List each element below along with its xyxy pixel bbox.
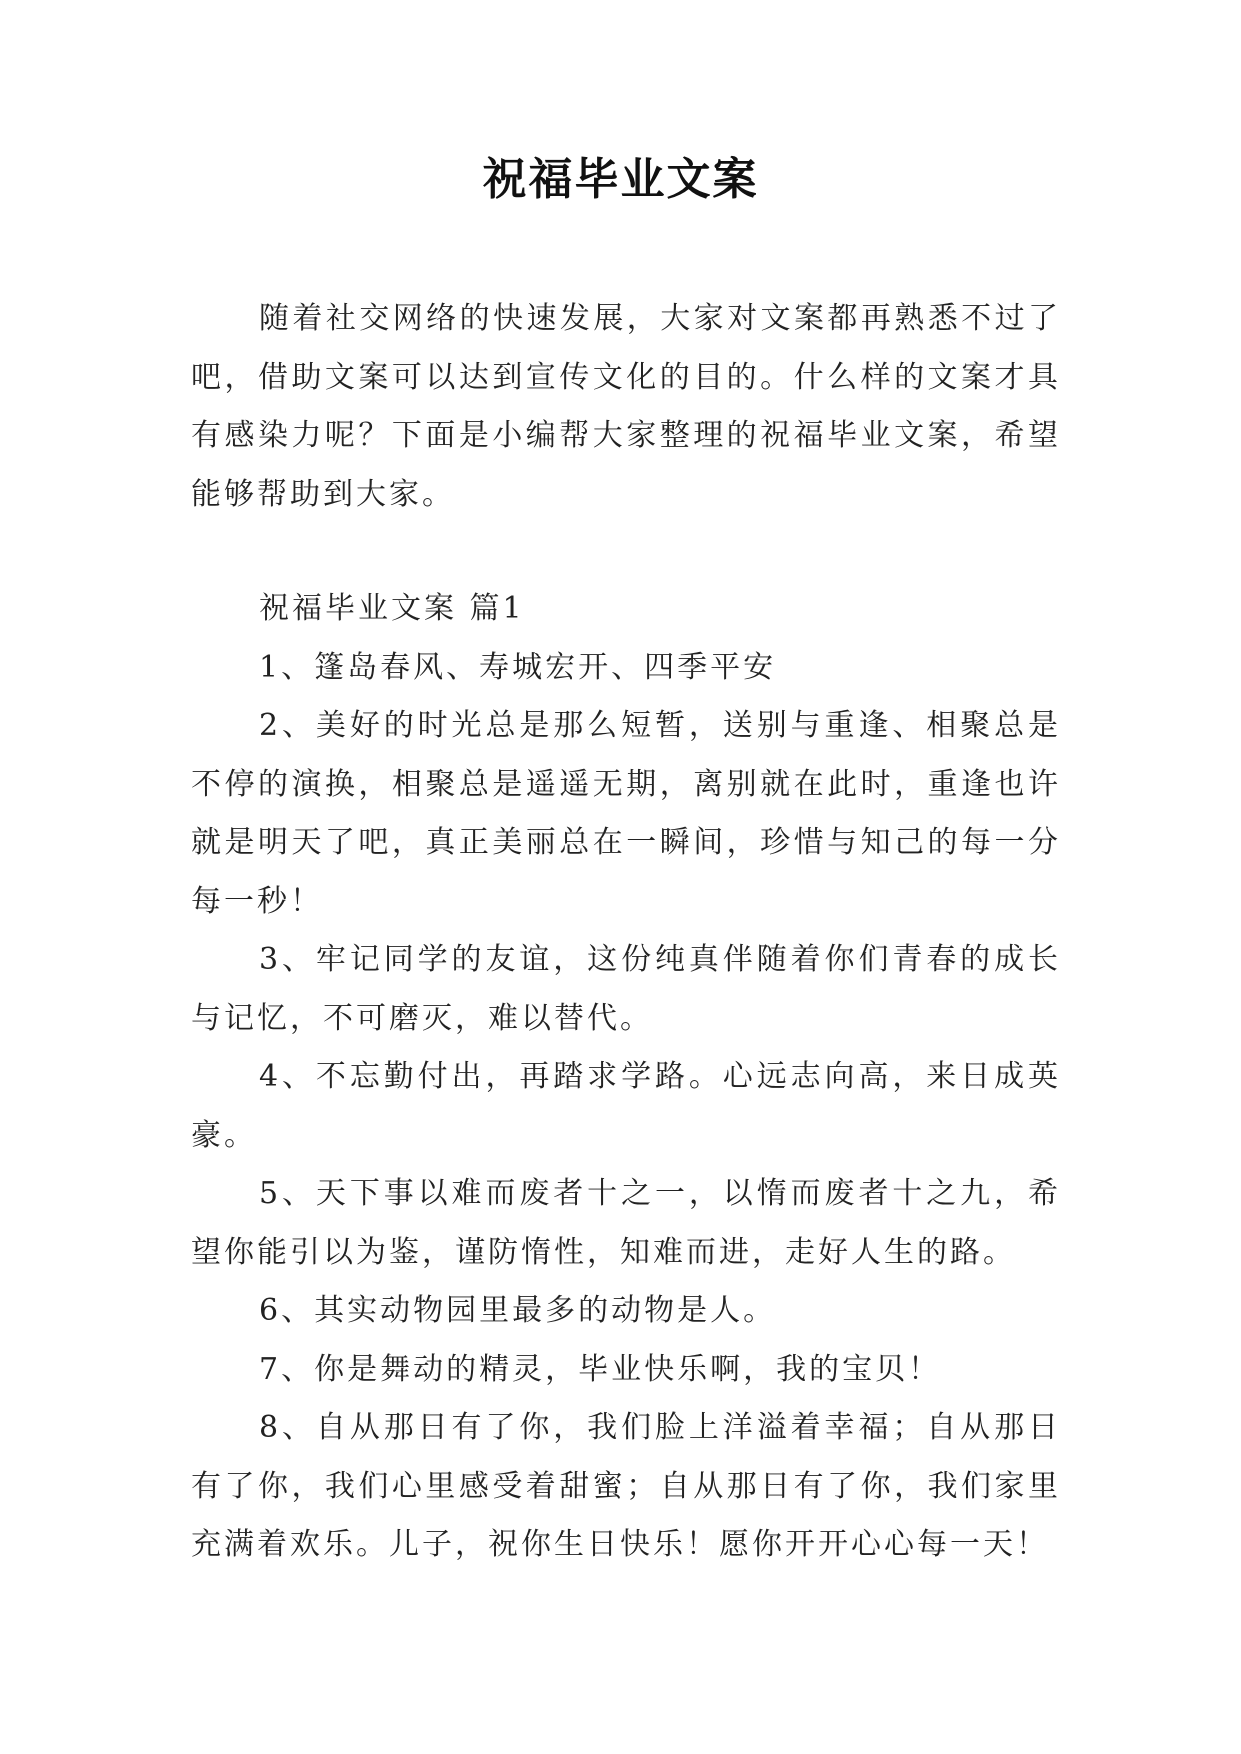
list-item: 6、其实动物园里最多的动物是人。 (259, 1293, 777, 1328)
list-item: 8、自从那日有了你，我们脸上洋溢着幸福；自从那日有了你，我们心里感受着甜蜜；自从那日有了你，我们家里充满着欢乐。儿子，祝你生日快乐！愿你开开心心每一天！ (191, 1410, 1061, 1562)
list-item: 7、你是舞动的精灵，毕业快乐啊，我的宝贝！ (259, 1351, 942, 1387)
list-item: 2、美好的时光总是那么短暂，送别与重逢、相聚总是不停的演换，相聚总是遥遥无期，离别就在此时，重逢也许就是明天了吧，真正美丽总在一瞬间，珍惜与知己的每一分每一秒！ (191, 708, 1061, 919)
intro-paragraph: 随着社交网络的快速发展，大家对文案都再熟悉不过了吧，借助文案可以达到宣传文化的目的。什么样的文案才具有感染力呢？下面是小编帮大家整理的祝福毕业文案，希望能够帮助到大家。 (191, 301, 1061, 512)
list-item: 3、牢记同学的友谊，这份纯真伴随着你们青春的成长与记忆，不可磨灭，难以替代。 (191, 942, 1061, 1036)
list-item: 4、不忘勤付出，再踏求学路。心远志向高，来日成英豪。 (191, 1059, 1061, 1153)
document-title: 祝福毕业文案 (482, 154, 759, 205)
list-item: 1、篷岛春风、寿城宏开、四季平安 (259, 649, 777, 685)
document-body (191, 290, 1061, 1575)
list-item: 5、天下事以难而废者十之一，以惰而废者十之九，希望你能引以为鉴，谨防惰性，知难而进，走好人生的路。 (191, 1176, 1061, 1270)
section-heading: 祝福毕业文案 篇1 (259, 591, 525, 626)
